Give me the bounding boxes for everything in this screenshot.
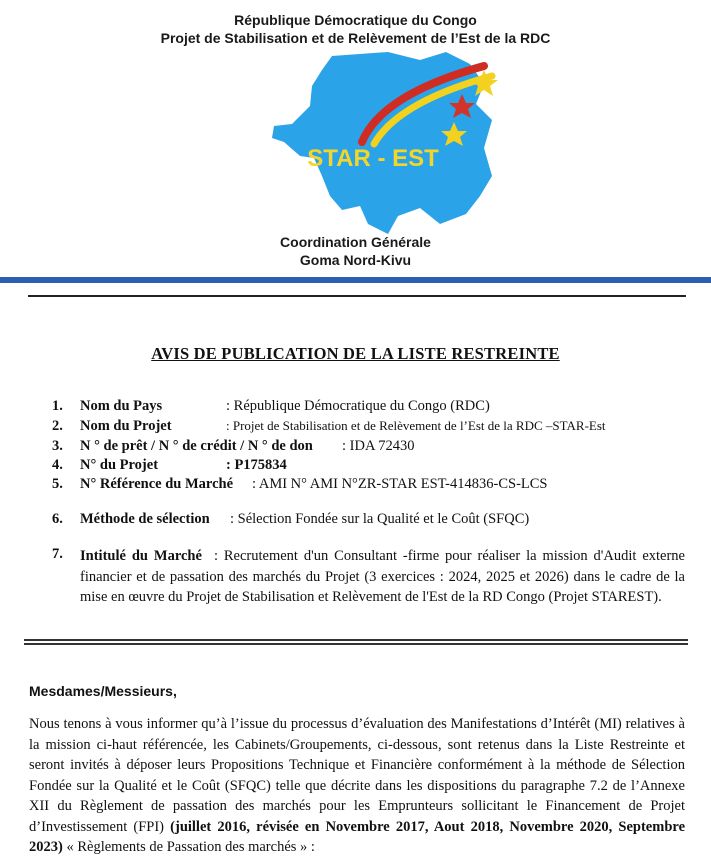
star-est-logo — [270, 46, 510, 236]
logo-text: STAR - EST — [307, 145, 439, 172]
header-project: Projet de Stabilisation et de Relèvement de l’Est de la RDC — [160, 30, 551, 46]
item-value: : AMI N° AMI N°ZR-STAR EST-414836-CS-LCS — [252, 476, 548, 492]
item-value: : Recrutement d'un Consultant -firme pour réaliser la mission d'Audit externe financier et de passation des marchés du Projet (3 exercices : 2024, 2025 et 2026) dans le cadre de la mise en œuvre du Projet de Stabilisation et Relèvement de l'Est de la RD Congo (Projet STAREST). — [80, 548, 685, 605]
item-number: 1. — [52, 398, 63, 414]
item-number: 2. — [52, 418, 63, 434]
item-value: : Projet de Stabilisation et de Relèvement de l’Est de la RDC –STAR-Est — [226, 418, 606, 433]
item-number: 4. — [52, 457, 63, 473]
item-value: : République Démocratique du Congo (RDC) — [226, 398, 490, 414]
item-7-paragraph — [80, 546, 685, 608]
item-value: : IDA 72430 — [342, 438, 415, 454]
header-coordination: Coordination Générale — [280, 234, 431, 250]
item-label: Nom du Pays — [80, 398, 163, 414]
item-label: N° du Projet — [80, 457, 159, 473]
item-value: : Sélection Fondée sur la Qualité et le Coût (SFQC) — [230, 511, 530, 527]
item-number: 3. — [52, 438, 63, 454]
body-paragraph — [29, 714, 685, 858]
item-label: Intitulé du Marché — [80, 548, 202, 564]
item-number: 5. — [52, 476, 63, 492]
header-location: Goma Nord-Kivu — [299, 252, 412, 268]
header-country: République Démocratique du Congo — [234, 12, 477, 28]
body-text-bold: (juillet 2016, révisée en Novembre 2017, Aout 2018, Novembre 2020, Septembre 2023) — [29, 818, 686, 855]
item-label: N ° de prêt / N ° de crédit / N ° de don — [80, 438, 313, 454]
page-title: AVIS DE PUBLICATION DE LA LISTE RESTREINTE — [151, 344, 560, 363]
item-value: : P175834 — [226, 457, 287, 473]
item-label: Nom du Projet — [80, 418, 172, 434]
body-text: Nous tenons à vous informer qu’à l’issue du processus d’évaluation des Manifestations d’Intérêt (MI) relatives à la mission ci-haut référencée, les Cabinets/Groupements, ci-dessous, sont retenus dans la Liste Restreinte et seront invités à déposer leurs Propositions Technique et Financière conformément à la méthode de Sélection Fondée sur la Qualité et le Coût (SFQC) telle que décrite dans les dispositions du paragraphe 7.2 de l’Annexe XII du Règlement de passation des marchés pour les Emprunteurs sollicitant le Financement de Projet d’Investissement (FPI) — [29, 716, 685, 835]
body-text-tail: « Règlements de Passation des marchés » : — [62, 839, 315, 855]
item-label: N° Référence du Marché — [80, 476, 234, 492]
item-number: 6. — [52, 511, 63, 527]
item-label: Méthode de sélection — [80, 511, 210, 527]
header-rule-thin — [28, 295, 686, 297]
header-rule — [0, 277, 711, 283]
section-rule — [24, 639, 688, 641]
item-number: 7. — [52, 546, 63, 562]
salutation: Mesdames/Messieurs, — [29, 683, 177, 699]
section-rule — [24, 643, 688, 645]
